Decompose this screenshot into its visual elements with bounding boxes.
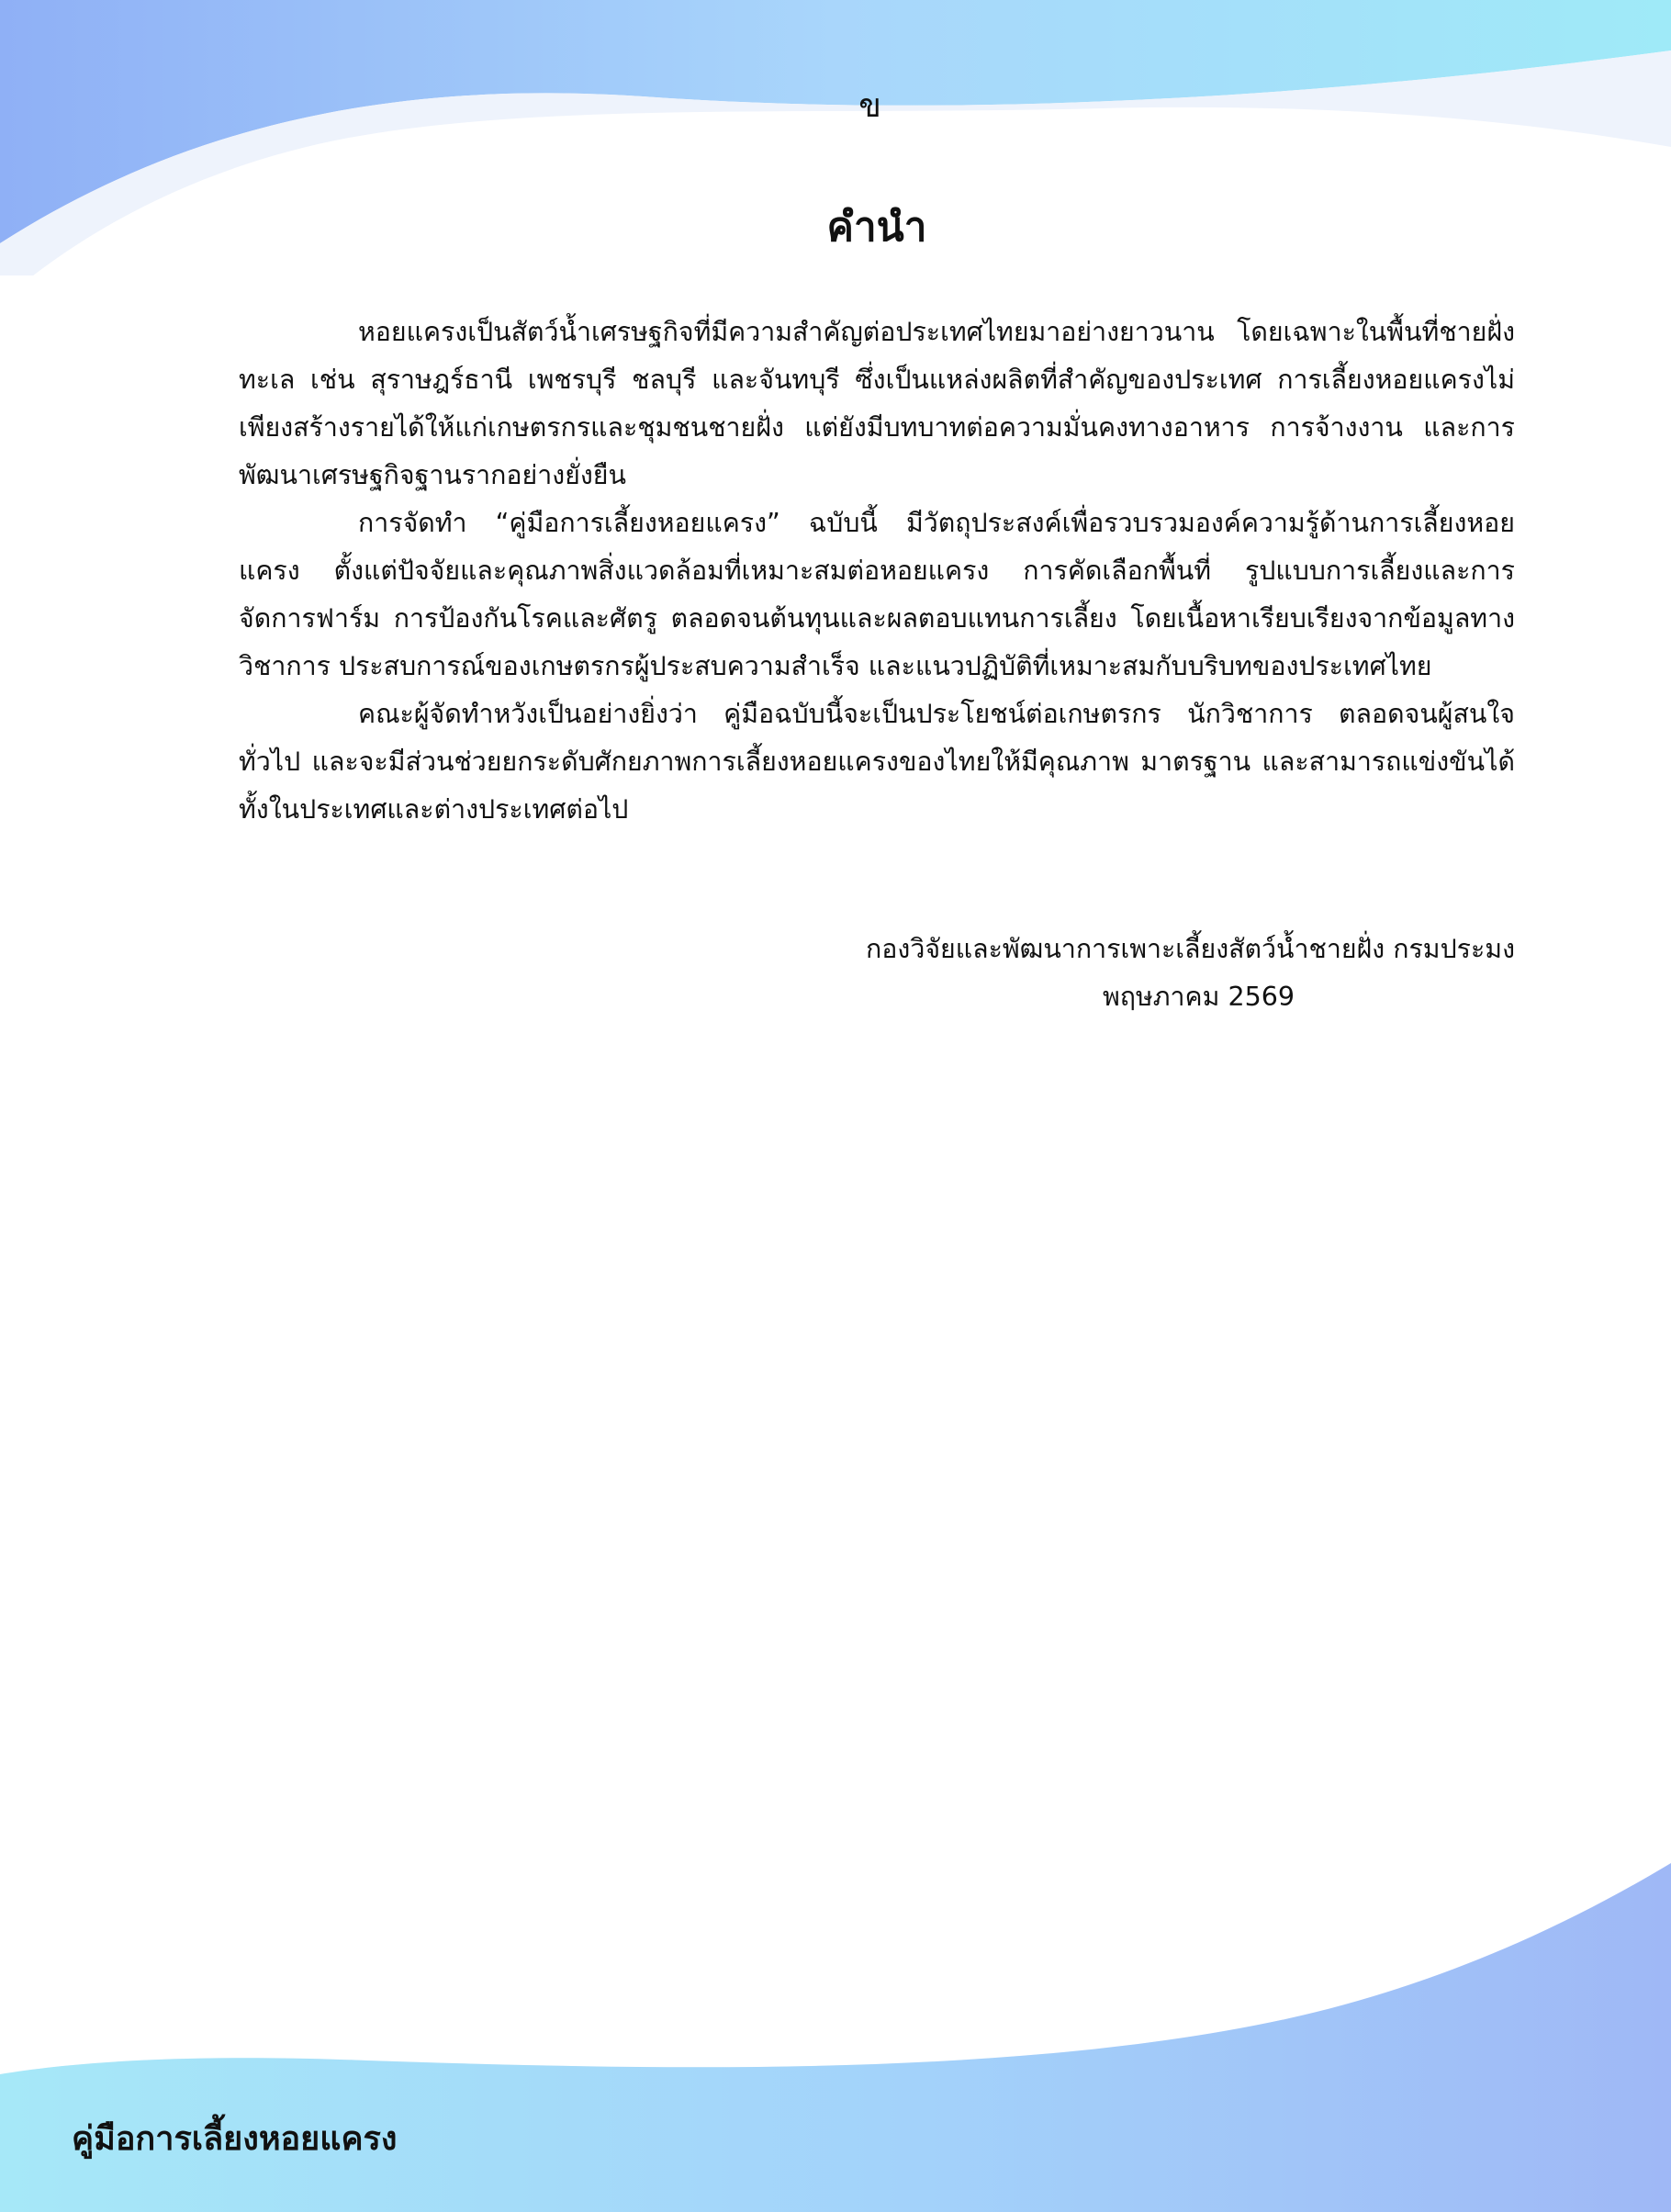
preface-paragraph-1: หอยแครงเป็นสัตว์น้ำเศรษฐกิจที่มีความสำคัญต่อประเทศไทยมาอย่างยาวนาน โดยเฉพาะในพื้นที่ชายฝั่งทะเล เช่น สุราษฎร์ธานี เพชรบุรี ชลบุรี และจันทบุรี ซึ่งเป็นแหล่งผลิตที่สำคัญของประเทศ การเลี้ยงหอยแครงไม่เพียงสร้างรายได้ให้แก่เกษตรกรและชุมชนชายฝั่ง แต่ยังมีบทบาทต่อความมั่นคงทางอาหาร การจ้างงาน และการพัฒนาเศรษฐกิจฐานรากอย่างยั่งยืน: [239, 317, 1515, 490]
page-number: ข: [858, 87, 881, 125]
signature-block: [716, 926, 1515, 1021]
preface-body: [239, 309, 1515, 834]
preface-paragraph-3: คณะผู้จัดทำหวังเป็นอย่างยิ่งว่า คู่มือฉบับนี้จะเป็นประโยชน์ต่อเกษตรกร นักวิชาการ ตลอดจนผู้สนใจทั่วไป และจะมีส่วนช่วยยกระดับศักยภาพการเลี้ยงหอยแครงของไทยให้มีคุณภาพ มาตรฐาน และสามารถแข่งขันได้ทั้งในประเทศและต่างประเทศต่อไป: [239, 699, 1515, 825]
preface-paragraph-2: การจัดทำ “คู่มือการเลี้ยงหอยแครง” ฉบับนี้ มีวัตถุประสงค์เพื่อรวบรวมองค์ความรู้ด้านการเลี้ยงหอยแครง ตั้งแต่ปัจจัยและคุณภาพสิ่งแวดล้อมที่เหมาะสมต่อหอยแครง การคัดเลือกพื้นที่ รูปแบบการเลี้ยงและการจัดการฟาร์ม การป้องกันโรคและศัตรู ตลอดจนต้นทุนและผลตอบแทนการเลี้ยง โดยเนื้อหาเรียบเรียงจากข้อมูลทางวิชาการ ประสบการณ์ของเกษตรกรผู้ประสบความสำเร็จ และแนวปฏิบัติที่เหมาะสมกับบริบทของประเทศไทย: [239, 508, 1515, 681]
footer-book-title: คู่มือการเลี้ยงหอยแครง: [72, 2120, 398, 2158]
page-title: คำนำ: [826, 204, 927, 251]
signature-organization: กองวิจัยและพัฒนาการเพาะเลี้ยงสัตว์น้ำชายฝั่ง กรมประมง: [866, 934, 1515, 964]
signature-date: พฤษภาคม 2569: [1102, 982, 1295, 1012]
